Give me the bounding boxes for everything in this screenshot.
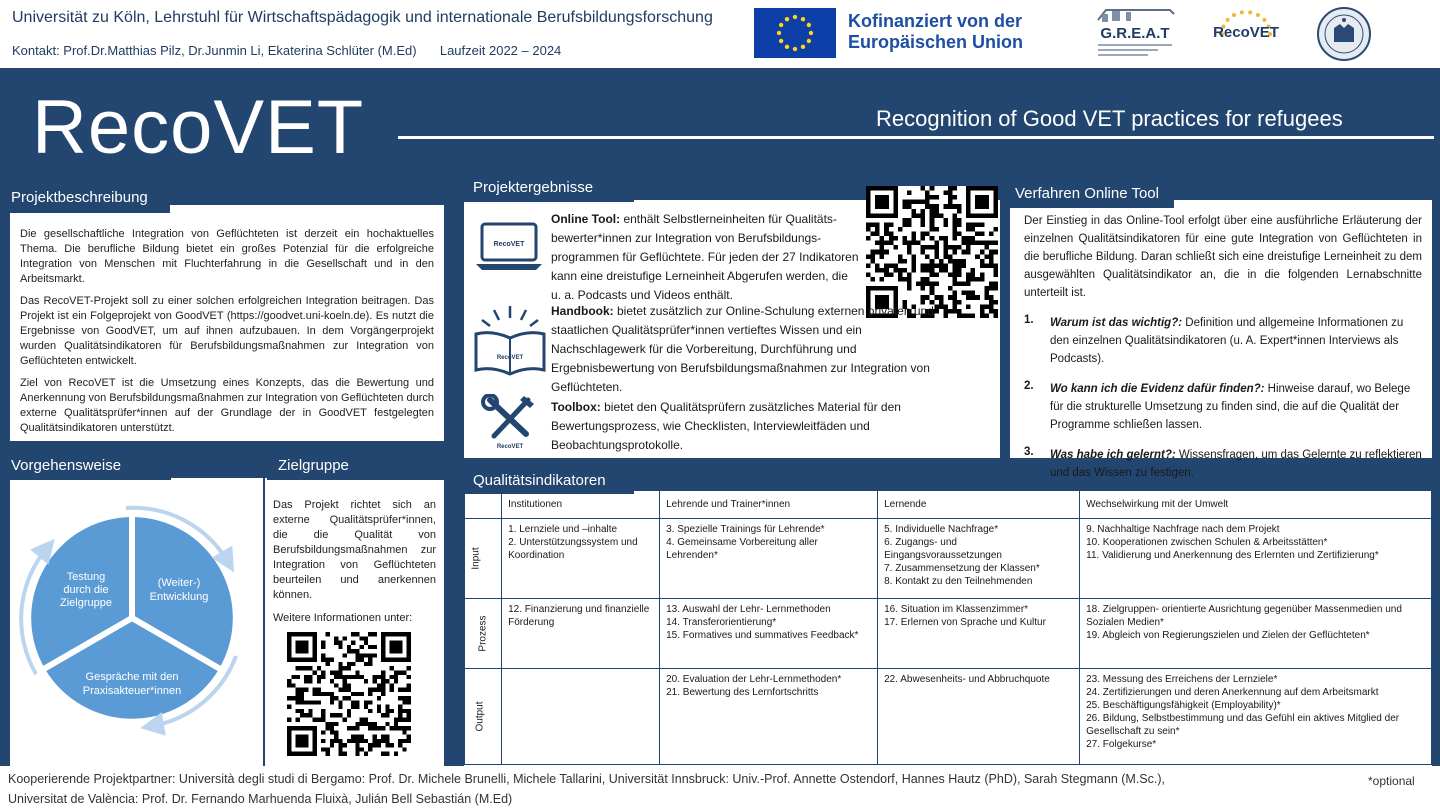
toolbox-text: bietet den Qualitätsprüfern zusätzliches Material für den Bewertungsprozess, wie Checklisten, Interviewleitfäden und Beobachtungsprotokolle. bbox=[551, 400, 901, 452]
indicator-item: 8. Kontakt zu den Teilnehmenden bbox=[884, 576, 1033, 587]
recovet-logo bbox=[1203, 6, 1289, 60]
zielgruppe-panel bbox=[265, 478, 444, 766]
vorgehensweise-panel bbox=[10, 478, 263, 766]
project-title: RecoVET bbox=[32, 85, 365, 170]
beschreibung-para-1: Die gesellschaftliche Integration von Geflüchteten ist derzeit ein hochaktuelles Thema. Die berufliche Bildung bietet ein großes Potenzial für die erfolgreiche Integration von Menschen mit Fluchterfahrung in die Gesellschaft und in den Arbeitsmarkt. bbox=[20, 228, 434, 285]
zielgruppe-text: Das Projekt richtet sich an externe Qualitätsprüfer*innen, die die Qualität von Berufsbildungsmaßnahmen zur Integration von Geflüchteten beurteilen und anerkennen können. bbox=[273, 499, 436, 601]
verfahren-panel bbox=[1010, 200, 1432, 479]
footer-partners-2: Universitat de València: Prof. Dr. Fernando Marhuenda Fluixà, Julián Bell Sebastián (M.Ed) bbox=[8, 792, 513, 806]
footer-partners-1: Kooperierende Projektpartner: Università degli studi di Bergamo: Prof. Dr. Michele Brunelli, Michele Tallarini, Universität Innsbruck: Univ.-Prof. Annette Ostendorf, Hannes Hautz (PhD), Sarah Stegmann (M.Sc.), bbox=[8, 772, 1165, 786]
indicator-item: 6. Zugangs- und Eingangsvoraussetzungen bbox=[884, 537, 1002, 561]
tab-zielgruppe: Zielgruppe bbox=[267, 450, 444, 480]
indicator-item: 21. Bewertung des Lernfortschritts bbox=[666, 687, 819, 698]
table-cell bbox=[502, 599, 660, 669]
tab-verfahren: Verfahren Online Tool bbox=[1004, 178, 1174, 208]
great-logo bbox=[1092, 6, 1178, 60]
great-logo-text: G.R.E.A.T bbox=[1100, 25, 1170, 42]
table-cell bbox=[878, 599, 1080, 669]
table-cell bbox=[502, 669, 660, 765]
contact-line bbox=[12, 43, 561, 58]
qr-code-zielgruppe[interactable] bbox=[287, 632, 411, 756]
footer bbox=[0, 766, 1440, 810]
table-cell bbox=[878, 519, 1080, 599]
indicator-item: 4. Gemeinsame Vorbereitung aller Lehrenden* bbox=[666, 537, 818, 561]
indicator-item: 26. Bildung, Selbstbestimmung und das Gefühl ein aktives Mitglied der Gesellschaft zu sein* bbox=[1086, 713, 1400, 737]
eu-line2: Europäischen Union bbox=[848, 32, 1024, 52]
seg3-line2: Praxisakteuer*innen bbox=[82, 685, 182, 697]
table-cell bbox=[660, 669, 878, 765]
indicator-table bbox=[464, 490, 1432, 765]
indicator-item: 25. Beschäftigungsfähigkeit (Employability)* bbox=[1086, 700, 1281, 711]
handbook-icon bbox=[472, 304, 548, 378]
col-header: Wechselwirkung mit der Umwelt bbox=[1080, 491, 1432, 519]
indicator-item: 27. Folgekurse* bbox=[1086, 739, 1157, 750]
verfahren-item: 3. Was habe ich gelernt?: Wissensfragen, um das Gelernte zu reflektieren und das Wissen zu festigen. bbox=[1024, 446, 1422, 479]
eu-cofunding-text bbox=[848, 11, 1023, 53]
contact-text: Kontakt: Prof.Dr.Matthias Pilz, Dr.Junmin Li, Ekaterina Schlüter (M.Ed) bbox=[12, 43, 417, 58]
indicator-item: 16. Situation im Klassenzimmer* bbox=[884, 604, 1029, 615]
indicator-item: 12. Finanzierung und finanzielle Förderung bbox=[508, 604, 650, 628]
indicator-item: 19. Abgleich von Regierungszielen und Zielen der Geflüchteten* bbox=[1086, 630, 1370, 641]
toolbox-icon bbox=[480, 394, 540, 450]
table-row bbox=[465, 519, 1432, 599]
table-cell bbox=[502, 519, 660, 599]
verfahren-item: 2. Wo kann ich die Evidenz dafür finden?: Hinweise darauf, wo Belege für die strukturelle Umsetzung zu finden sind, die auf die Qualität der Programme schließen lassen. bbox=[1024, 380, 1411, 431]
corner-cell bbox=[465, 491, 502, 519]
indicator-item: 22. Abwesenheits- und Abbruchquote bbox=[884, 674, 1050, 685]
zielgruppe-more: Weitere Informationen unter: bbox=[273, 612, 413, 624]
row-label: Output bbox=[465, 669, 502, 765]
title-rule bbox=[398, 136, 1434, 139]
indicator-item: 23. Messung des Erreichens der Lernziele* bbox=[1086, 674, 1278, 685]
tab-projektbeschreibung: Projektbeschreibung bbox=[0, 182, 170, 213]
project-subtitle: Recognition of Good VET practices for refugees bbox=[876, 106, 1343, 131]
indicator-item: 14. Transferorientierung* bbox=[666, 617, 777, 628]
indicator-item: 1. Lernziele und –inhalte bbox=[508, 524, 618, 535]
handbook-block bbox=[551, 302, 951, 397]
table-cell bbox=[1080, 519, 1432, 599]
indicator-item: 10. Kooperationen zwischen Schulen & Arbeitsstätten* bbox=[1086, 537, 1328, 548]
indicator-item: 24. Zertifizierungen und deren Anerkennung auf dem Arbeitsmarkt bbox=[1086, 687, 1379, 698]
indicator-item: 7. Zusammensetzung der Klassen* bbox=[884, 563, 1040, 574]
beschreibung-para-2: Das RecoVET-Projekt soll zu einer solchen erfolgreichen Integration beitragen. Das Projekt ist ein Folgeprojekt von GoodVET (https://goodvet.uni-koeln.de). Es nutzt die Ergebnisse von GoodVET, um auf ihnen aufzubauen. In dem Vorgängerprojekt wurden Qualitätsindikatoren für Berufsbildungsmaßnahmen zur Integration von Geflüchteten entwickelt. bbox=[20, 295, 434, 367]
university-line: Universität zu Köln, Lehrstuhl für Wirtschaftspädagogik und internationale Berufsbildungsforschung bbox=[12, 9, 713, 26]
handbook-icon-label: RecoVET bbox=[496, 355, 524, 361]
laptop-icon-label: RecoVET bbox=[493, 241, 525, 248]
recovet-logo-text: RecoVET bbox=[1213, 24, 1279, 41]
row-label: Prozess bbox=[465, 599, 502, 669]
table-cell bbox=[660, 519, 878, 599]
table-cell bbox=[660, 599, 878, 669]
table-row bbox=[465, 669, 1432, 765]
tab-qualitaetsindikatoren: Qualitätsindikatoren bbox=[462, 468, 634, 494]
eu-flag-logo bbox=[754, 8, 836, 58]
verfahren-list bbox=[1024, 314, 1422, 482]
indicator-item: 13. Auswahl der Lehr- Lernmethoden bbox=[666, 604, 831, 615]
indicator-item: 17. Erlernen von Sprache und Kultur bbox=[884, 617, 1046, 628]
laptop-icon bbox=[474, 222, 544, 274]
seg2-line2: Entwicklung bbox=[149, 591, 209, 603]
university-seal-logo bbox=[1316, 6, 1372, 62]
indicator-item: 5. Individuelle Nachfrage* bbox=[884, 524, 999, 535]
process-cycle-diagram bbox=[10, 478, 263, 766]
col-header: Institutionen bbox=[502, 491, 660, 519]
tab-projektergebnisse: Projektergebnisse bbox=[462, 172, 634, 202]
table-row bbox=[465, 599, 1432, 669]
optional-note: *optional bbox=[1368, 774, 1415, 788]
indicator-item: 11. Validierung und Anerkennung des Erlernten und Zertifizierung* bbox=[1086, 550, 1379, 561]
seg2-line1: (Weiter-) bbox=[157, 577, 201, 589]
beschreibung-para-3: Ziel von RecoVET ist die Umsetzung eines Konzepts, das die Bewertung und Anerkennung von Berufsbildungsmaßnahmen zur Integration von Geflüchteten durch externe Qualitätsprüfer*innen auf der Grundlage der in GoodVET festgelegten Qualitätsindikatoren unterstützt. bbox=[20, 377, 434, 434]
row-label: Input bbox=[465, 519, 502, 599]
seg3-line1: Gespräche mit den bbox=[85, 671, 179, 683]
qualitaetsindikatoren-panel bbox=[464, 490, 1432, 766]
period-text: Laufzeit 2022 – 2024 bbox=[439, 43, 562, 58]
verfahren-item: 1. Warum ist das wichtig?: Definition und allgemeine Informationen zu den einzelnen Qualitätsindikatoren (u. A. Expert*innen Interviews als Podcasts). bbox=[1024, 314, 1404, 365]
indicator-item: 2. Unterstützungssystem und Koordination bbox=[508, 537, 638, 561]
verfahren-intro: Der Einstieg in das Online-Tool erfolgt über eine ausführliche Erläuterung der einzelnen Qualitätsindikatoren für eine gute Integration von Geflüchteten in die berufliche Bildung. Daran schließt sich eine dreistufige Lerneinheit zu dem ausgewählten Qualitätsindikator an, die in die folgenden Lernabschnitte unterteilt ist. bbox=[1024, 215, 1422, 299]
seg1-line1: Testung bbox=[66, 571, 106, 583]
seg1-line2: durch die bbox=[63, 584, 109, 596]
toolbox-icon-label: RecoVET bbox=[496, 444, 524, 450]
indicator-item: 18. Zielgruppen- orientierte Ausrichtung gegenüber Massenmedien und Sozialen Medien* bbox=[1086, 604, 1402, 628]
col-header: Lernende bbox=[878, 491, 1080, 519]
online-tool-block bbox=[551, 210, 861, 305]
toolbox-block bbox=[551, 398, 931, 455]
qr-code-ergebnisse[interactable] bbox=[866, 186, 998, 318]
handbook-text: bietet zusätzlich zur Online-Schulung externen privaten und staatlichen Qualitätsprüfer*innen vertieftes Wissen und ein Nachschlagewerk für die Vorbereitung, Durchführung und Ergebnisbewertung von Berufsbildungsmaßnahmen zur Integration von Geflüchteten. bbox=[551, 304, 934, 394]
handbook-heading: Handbook: bbox=[551, 304, 614, 318]
indicator-item: 3. Spezielle Trainings für Lehrende* bbox=[666, 524, 825, 535]
online-tool-text: enthält Selbstlerneinheiten für Qualitäts-bewerter*innen zur Integration von Berufsbildungs-programmen für Geflüchtete. Für jeden der 27 Indikatoren kann eine dreistufige Lerneinheit Abgerufen werden, die u. a. Podcasts und Videos enthält. bbox=[551, 212, 859, 302]
eu-line1: Kofinanziert von der bbox=[848, 11, 1023, 31]
table-cell bbox=[1080, 599, 1432, 669]
tab-vorgehensweise: Vorgehensweise bbox=[0, 450, 171, 480]
toolbox-heading: Toolbox: bbox=[551, 400, 601, 414]
table-cell bbox=[878, 669, 1080, 765]
table-cell bbox=[1080, 669, 1432, 765]
indicator-item: 15. Formatives und summatives Feedback* bbox=[666, 630, 859, 641]
indicator-item: 9. Nachhaltige Nachfrage nach dem Projekt bbox=[1086, 524, 1280, 535]
indicator-item: 20. Evaluation der Lehr-Lernmethoden* bbox=[666, 674, 842, 685]
col-header: Lehrende und Trainer*innen bbox=[660, 491, 878, 519]
projektbeschreibung-panel bbox=[10, 205, 444, 441]
seg1-line3: Zielgruppe bbox=[60, 597, 112, 609]
online-tool-heading: Online Tool: bbox=[551, 212, 621, 226]
projektergebnisse-panel bbox=[464, 200, 1000, 458]
